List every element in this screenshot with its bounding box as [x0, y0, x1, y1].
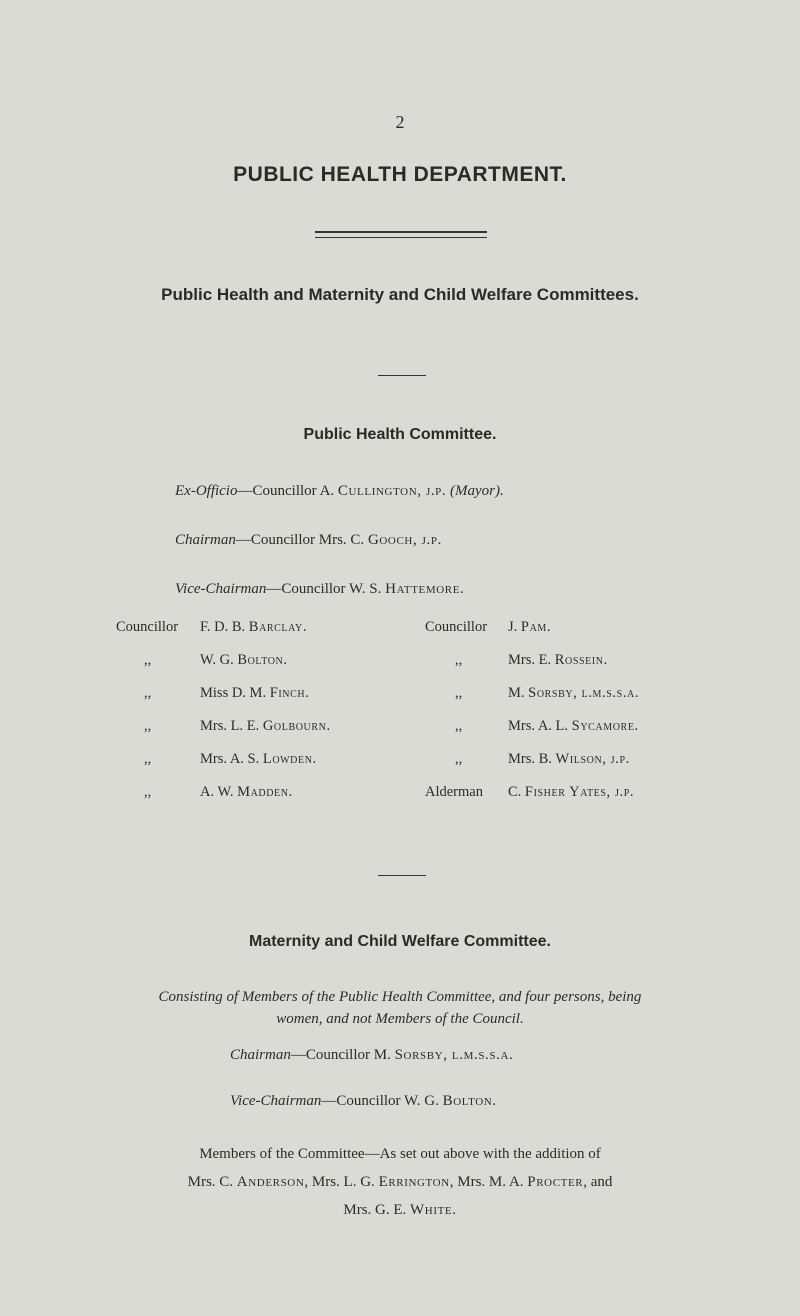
page-title: PUBLIC HEALTH DEPARTMENT. [233, 163, 567, 186]
separator: — [290, 1047, 306, 1063]
consisting-paragraph [90, 986, 710, 1030]
member-prefix: ,, [144, 685, 152, 701]
member-title: Councillor Mrs. C. [250, 532, 368, 548]
members-line: Mrs. C. Anderson, Mrs. L. G. Errington, Mrs. M. A. Procter, and [187, 1174, 613, 1190]
double-rule-divider [315, 231, 487, 238]
consisting-line: Consisting of Members of the Public Health Committee, and four persons, being [158, 989, 642, 1005]
maternity-chairman-line [230, 1047, 513, 1064]
member-entry: Mrs. A. S. Lowden. [200, 751, 317, 767]
member-entry: W. G. Bolton. [200, 652, 288, 668]
page-number: 2 [395, 112, 405, 132]
divider [378, 875, 426, 876]
member-entry: Mrs. B. Wilson, j.p. [508, 751, 630, 767]
member-entry: C. Fisher Yates, j.p. [508, 784, 635, 800]
separator: — [321, 1093, 337, 1109]
separator: — [235, 532, 251, 548]
members-line: Members of the Committee—As set out above with the addition of [199, 1146, 601, 1162]
member-title: Councillor M. [305, 1047, 395, 1063]
maternity-committee-heading: Maternity and Child Welfare Committee. [249, 933, 551, 950]
member-prefix: ,, [144, 652, 152, 668]
member-prefix: ,, [455, 718, 463, 734]
maternity-vice-chairman-line [230, 1093, 497, 1110]
member-entry: M. Sorsby, l.m.s.s.a. [508, 685, 640, 701]
separator: — [266, 581, 282, 597]
separator: — [237, 483, 253, 499]
member-prefix: ,, [455, 652, 463, 668]
ex-officio-line [175, 483, 504, 500]
member-prefix: ,, [455, 685, 463, 701]
member-name: Bolton. [442, 1093, 497, 1109]
divider [378, 375, 426, 376]
member-entry: Miss D. M. Finch. [200, 685, 310, 701]
member-name: Cullington, j.p. [337, 483, 447, 499]
role-label: Ex-Officio [175, 483, 238, 499]
member-title: Councillor W. S. [281, 581, 386, 597]
members-line: Mrs. G. E. White. [343, 1202, 457, 1218]
member-entry: J. Pam. [508, 619, 552, 635]
role-label: Vice-Chairman [230, 1093, 322, 1109]
member-title: Councillor A. [252, 483, 338, 499]
member-prefix: Councillor [116, 619, 179, 635]
member-name: Gooch, j.p. [367, 532, 442, 548]
member-prefix: ,, [144, 751, 152, 767]
member-name: Sorsby, l.m.s.s.a. [394, 1047, 514, 1063]
role-label: Chairman [230, 1047, 291, 1063]
member-entry: Mrs. A. L. Sycamore. [508, 718, 639, 734]
member-prefix: Councillor [425, 619, 488, 635]
member-prefix: ,, [144, 784, 152, 800]
consisting-line: women, and not Members of the Council. [276, 1011, 524, 1027]
chairman-line [175, 532, 442, 549]
member-entry: Mrs. E. Rossein. [508, 652, 608, 668]
member-prefix: ,, [144, 718, 152, 734]
role-label: Vice-Chairman [175, 581, 267, 597]
member-name: Hattemore. [385, 581, 465, 597]
member-prefix: ,, [455, 751, 463, 767]
public-health-committee-heading: Public Health Committee. [303, 426, 497, 443]
member-note: (Mayor). [446, 483, 504, 499]
members-paragraph [90, 1140, 710, 1224]
member-title: Councillor W. G. [336, 1093, 443, 1109]
member-entry: Mrs. L. E. Golbourn. [200, 718, 331, 734]
member-entry: F. D. B. Barclay. [200, 619, 308, 635]
role-label: Chairman [175, 532, 236, 548]
vice-chairman-line [175, 581, 464, 598]
committees-heading: Public Health and Maternity and Child Welfare Committees. [161, 285, 639, 304]
member-prefix: Alderman [425, 784, 483, 800]
member-entry: A. W. Madden. [200, 784, 293, 800]
